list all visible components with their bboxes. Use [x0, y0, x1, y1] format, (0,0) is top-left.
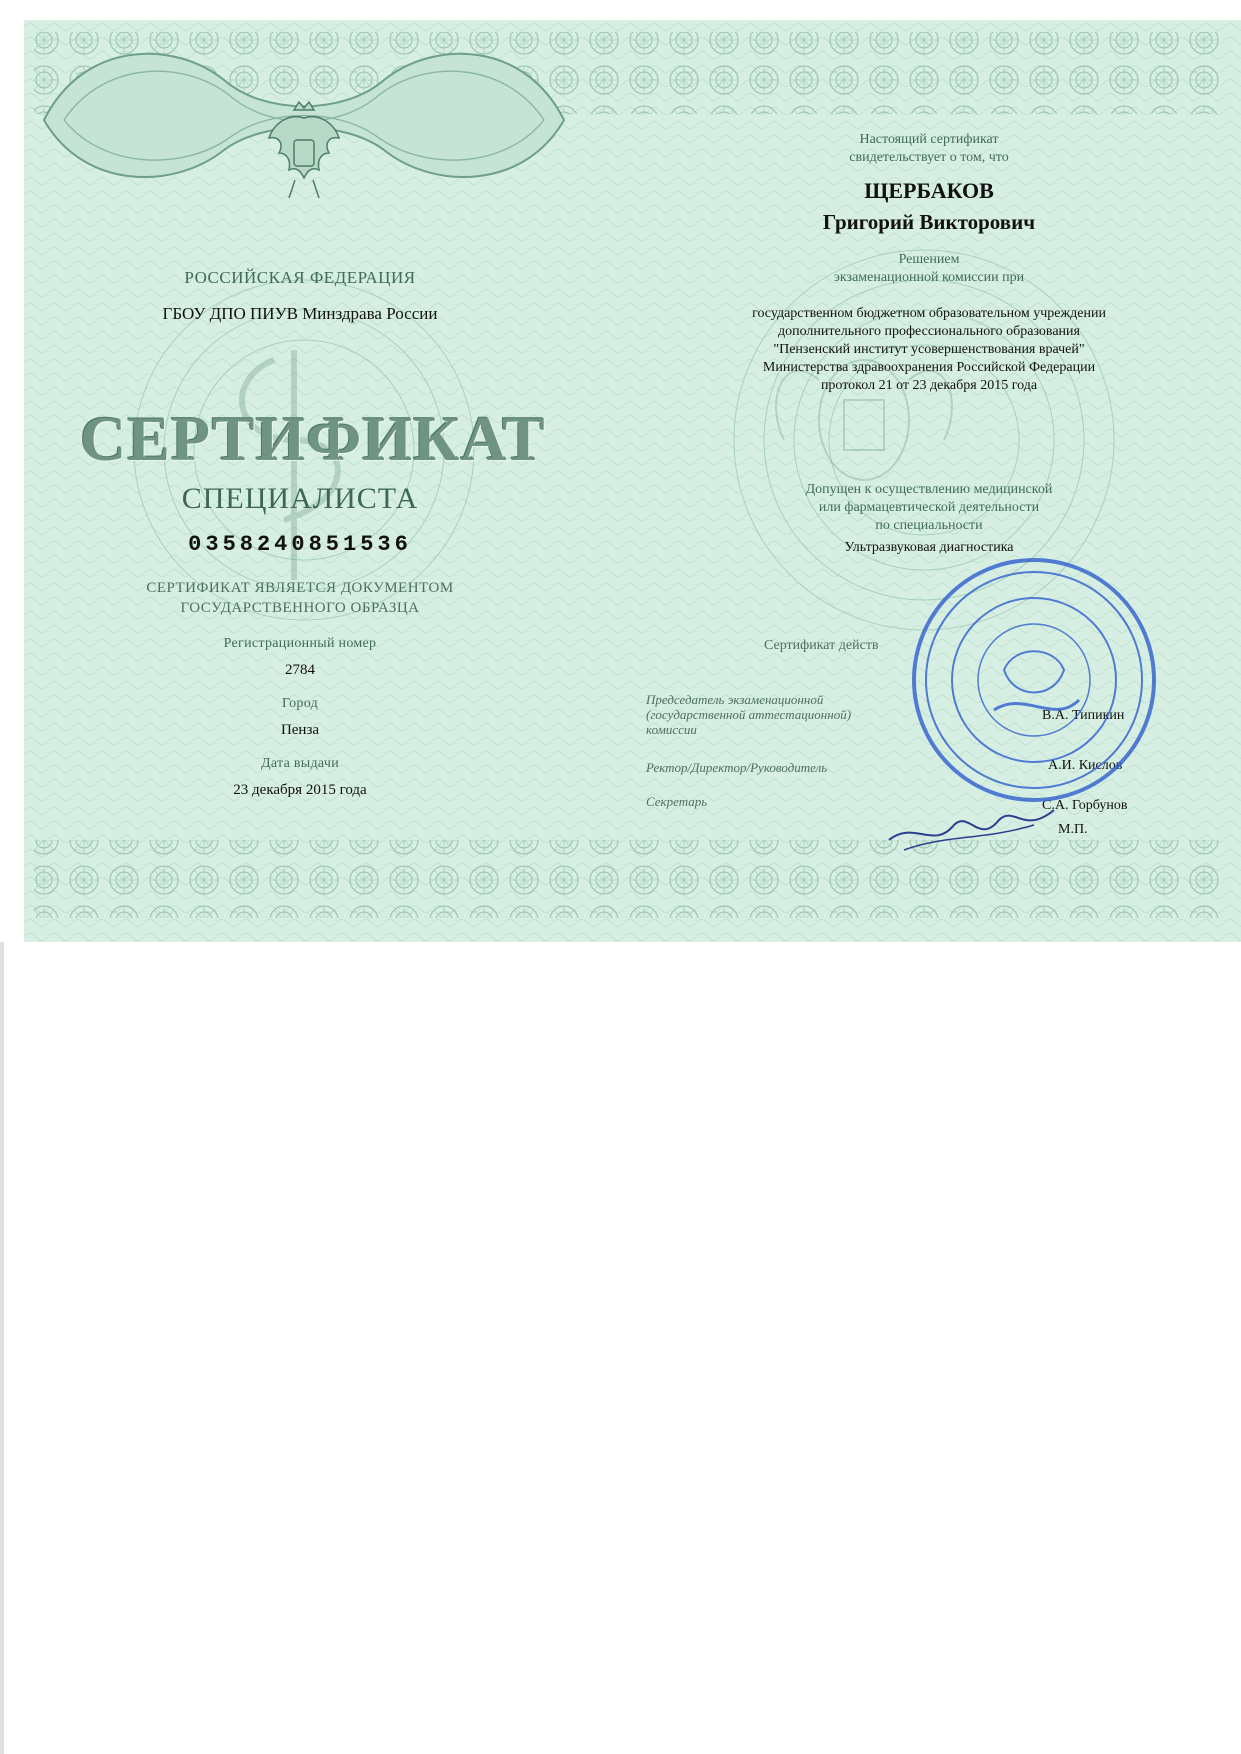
country-name: РОССИЙСКАЯ ФЕДЕРАЦИЯ: [184, 268, 416, 287]
admission-line2: или фармацевтической деятельности: [818, 500, 1040, 515]
admission-line3: по специальности: [875, 518, 983, 533]
scan-edge-shadow: [0, 942, 4, 1754]
issuing-organization: ГБОУ ДПО ПИУВ Минздрава России: [162, 304, 438, 323]
decision-line2: экзаменационной комиссии при: [833, 270, 1025, 285]
registration-value: 2784: [285, 662, 315, 678]
intro-line1: Настоящий сертификат: [859, 132, 999, 147]
institution-line: государственном бюджетном образовательном учреждении: [752, 306, 1106, 321]
institution-line: "Пензенский институт усовершенствования врачей": [773, 342, 1085, 357]
intro-line2: свидетельствует о том, что: [849, 150, 1009, 165]
chairman-role-line: (государственной аттестационной): [646, 707, 852, 722]
institution-line: дополнительного профессионального образования: [778, 324, 1080, 339]
secretary-name: С.А. Горбунов: [1042, 798, 1128, 813]
issue-date-value: 23 декабря 2015 года: [233, 782, 367, 798]
chairman-role: [646, 692, 851, 737]
institution-line: Министерства здравоохранения Российской Федерации: [762, 360, 1096, 375]
rector-role: Ректор/Директор/Руководитель: [646, 760, 828, 775]
registration-label: Регистрационный номер: [223, 636, 377, 651]
certificate-subtitle: СПЕЦИАЛИСТА: [181, 482, 419, 515]
chairman-role-line: комиссии: [646, 722, 697, 737]
protocol-line: протокол 21 от 23 декабря 2015 года: [820, 378, 1038, 393]
holder-surname: ЩЕРБАКОВ: [864, 178, 994, 203]
admission-line1: Допущен к осуществлению медицинской: [805, 482, 1053, 497]
specialty: Ультразвуковая диагностика: [844, 540, 1014, 555]
certificate-number: 0358240851536: [188, 532, 412, 557]
rector-name: А.И. Кислов: [1048, 758, 1123, 773]
certificate-spread: [24, 20, 1241, 942]
document-note-line1: СЕРТИФИКАТ ЯВЛЯЕТСЯ ДОКУМЕНТОМ: [146, 580, 454, 596]
validity-text: Сертификат действ: [764, 638, 879, 653]
chairman-role-line: Председатель экзаменационной: [646, 692, 824, 707]
holder-given-names: Григорий Викторович: [822, 210, 1036, 234]
seal-mark: М.П.: [1058, 822, 1088, 837]
official-round-stamp: [904, 550, 1164, 810]
decision-line1: Решением: [898, 252, 960, 267]
issue-date-label: Дата выдачи: [260, 756, 340, 771]
city-label: Город: [281, 696, 319, 711]
coat-of-arms-icon: [249, 98, 359, 208]
chairman-name: В.А. Типикин: [1042, 708, 1125, 723]
certificate-title: СЕРТИФИКАТ: [80, 403, 546, 474]
document-note-line2: ГОСУДАРСТВЕННОГО ОБРАЗЦА: [180, 600, 420, 616]
secretary-role: Секретарь: [646, 794, 708, 809]
city-value: Пенза: [280, 722, 320, 738]
